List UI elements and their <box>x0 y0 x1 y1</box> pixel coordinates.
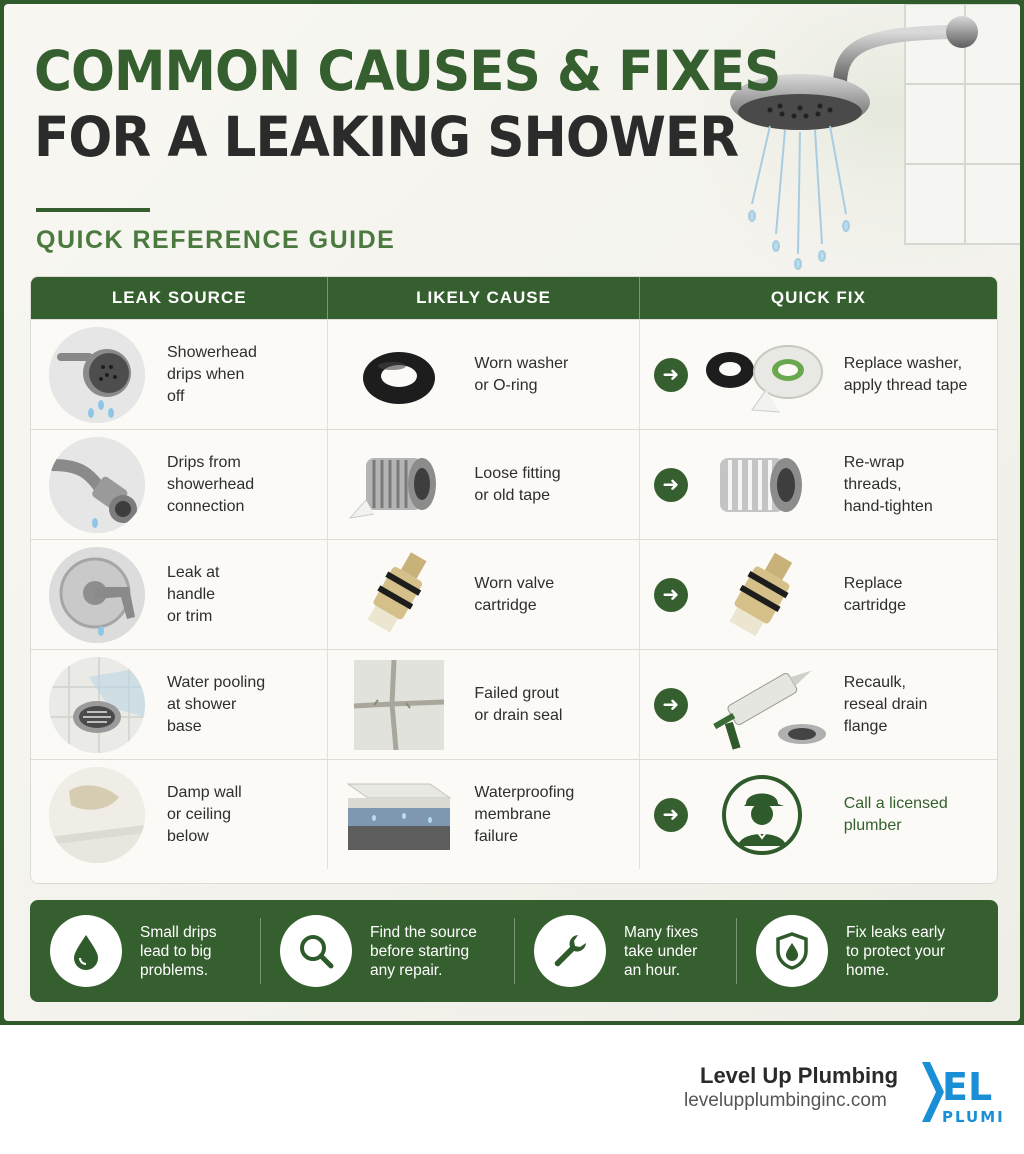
fix-cell <box>640 320 997 429</box>
valve-cartridge-icon <box>344 550 454 640</box>
o-ring-icon <box>344 330 454 420</box>
tip-item <box>30 900 260 1002</box>
logo-text-top: EL <box>942 1065 993 1109</box>
cause-text: Worn valve cartridge <box>474 574 555 614</box>
cracked-grout-icon <box>344 660 454 750</box>
fix-cell <box>640 650 997 759</box>
shower-handle-icon <box>49 547 145 643</box>
cause-text: Waterproofing membrane failure <box>474 783 575 845</box>
tip-item <box>736 900 998 1002</box>
source-text: Drips from showerhead connection <box>167 453 255 515</box>
page-subtitle: QUICK REFERENCE GUIDE <box>36 226 396 254</box>
new-cartridge-icon <box>700 550 830 640</box>
threaded-fitting-icon <box>344 440 454 530</box>
cause-cell <box>328 760 639 869</box>
shower-arm-connection-icon <box>49 437 145 533</box>
source-cell <box>31 760 328 869</box>
source-text: Water pooling at shower base <box>167 673 266 735</box>
water-stained-ceiling-icon <box>49 767 145 863</box>
tip-text: Many fixes take under an hour. <box>624 923 699 979</box>
shield-drop-icon <box>756 915 828 987</box>
fix-text: Call a licensed plumber <box>843 794 948 834</box>
wrench-icon <box>534 915 606 987</box>
arrow-right-icon: ➜ <box>654 468 688 502</box>
tips-bar <box>30 900 998 1002</box>
membrane-cross-section-icon <box>344 770 454 860</box>
tip-text: Fix leaks early to protect your home. <box>846 923 946 979</box>
tip-item <box>514 900 736 1002</box>
title-block <box>34 38 828 170</box>
table-header <box>31 277 997 319</box>
table-row <box>31 319 997 429</box>
source-cell <box>31 540 328 649</box>
showerhead-drip-icon <box>49 327 145 423</box>
fix-cell <box>640 760 997 869</box>
page-title-line-1: COMMON CAUSES & FIXES <box>34 39 781 103</box>
water-drop-icon <box>50 915 122 987</box>
arrow-right-icon: ➜ <box>654 688 688 722</box>
infographic-body <box>4 4 1020 1021</box>
caulk-gun-icon <box>700 660 830 750</box>
cause-cell <box>328 540 639 649</box>
header-quick-fix: QUICK FIX <box>770 288 866 307</box>
fix-cell <box>640 430 997 539</box>
fix-text: Replace cartridge <box>843 574 906 614</box>
cause-text: Failed grout or drain seal <box>474 684 563 724</box>
fix-cell <box>640 540 997 649</box>
table-row <box>31 429 997 539</box>
tip-item <box>260 900 514 1002</box>
plumber-badge-icon <box>700 770 830 860</box>
fix-text: Re-wrap threads, hand-tighten <box>843 453 933 515</box>
table-row <box>31 539 997 649</box>
logo-text-bottom: PLUMI <box>942 1108 1005 1126</box>
tip-text: Small drips lead to big problems. <box>140 923 217 979</box>
source-cell <box>31 320 328 429</box>
table-row <box>31 759 997 869</box>
rewrapped-fitting-icon <box>700 440 830 530</box>
leak-reference-table <box>30 276 998 884</box>
cause-cell <box>328 320 639 429</box>
arrow-right-icon: ➜ <box>654 358 688 392</box>
fix-text: Replace washer, apply thread tape <box>843 354 968 394</box>
title-divider <box>36 208 150 212</box>
arrow-right-icon: ➜ <box>654 798 688 832</box>
fix-text: Recaulk, reseal drain flange <box>843 673 928 735</box>
source-text: Showerhead drips when off <box>167 343 257 405</box>
source-cell <box>31 650 328 759</box>
brand-name: Level Up Plumbing <box>700 1063 899 1088</box>
arrow-right-icon: ➜ <box>654 578 688 612</box>
brand-url[interactable]: levelupplumbinginc.com <box>684 1090 887 1111</box>
header-leak-source: LEAK SOURCE <box>31 277 328 319</box>
tip-text: Find the source before starting any repair. <box>370 923 477 979</box>
cause-cell <box>328 650 639 759</box>
magnifier-icon <box>280 915 352 987</box>
shower-drain-icon <box>49 657 145 753</box>
source-text: Leak at handle or trim <box>167 563 220 625</box>
header-likely-cause: LIKELY CAUSE <box>328 277 639 319</box>
table-row <box>31 649 997 759</box>
cause-cell <box>328 430 639 539</box>
brand-logo <box>918 1056 1024 1126</box>
washer-and-tape-icon <box>700 330 830 420</box>
source-text: Damp wall or ceiling below <box>167 783 242 845</box>
cause-text: Loose fitting or old tape <box>474 464 561 504</box>
page-title-line-2: FOR A LEAKING SHOWER <box>34 105 739 169</box>
source-cell <box>31 430 328 539</box>
cause-text: Worn washer or O-ring <box>474 354 569 394</box>
